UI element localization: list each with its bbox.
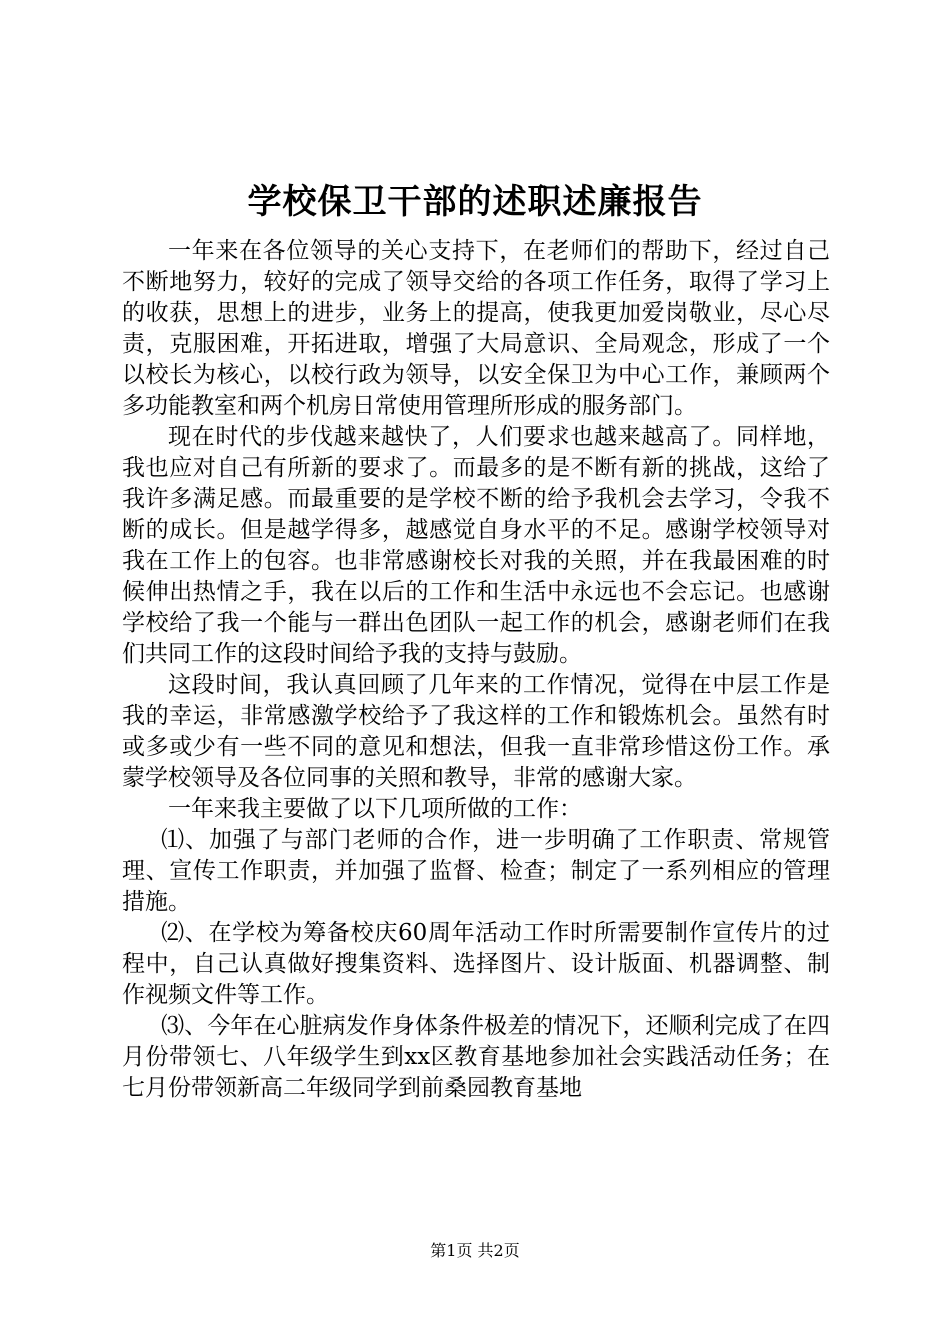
document-title: 学校保卫干部的述职述廉报告	[247, 182, 703, 222]
list-item-3: ⑶、今年在心脏病发作身体条件极差的情况下，还顺利完成了在四月份带领七、八年级学生到xx区教育基地参加社会实践活动任务；在七月份带领新高二年级同学到前桑园教育基地	[122, 1013, 830, 1101]
paragraph-review: 这段时间，我认真回顾了几年来的工作情况，觉得在中层工作是我的幸运，非常感激学校给予了我这样的工作和锻炼机会。虽然有时或多或少有一些不同的意见和想法，但我一直非常珍惜这份工作。承蒙学校领导及各位同事的关照和教导，非常的感谢大家。	[122, 672, 830, 791]
document-body	[122, 236, 830, 1104]
list-item-2: ⑵、在学校为筹备校庆60周年活动工作时所需要制作宣传片的过程中，自己认真做好搜集资料、选择图片、设计版面、机器调整、制作视频文件等工作。	[122, 920, 830, 1008]
list-item-1: ⑴、加强了与部门老师的合作，进一步明确了工作职责、常规管理、宣传工作职责，并加强了监督、检查；制定了一系列相应的管理措施。	[122, 827, 830, 915]
paragraph-intro: 一年来在各位领导的关心支持下，在老师们的帮助下，经过自己不断地努力，较好的完成了领导交给的各项工作任务，取得了学习上的收获，思想上的进步，业务上的提高，使我更加爱岗敬业，尽心尽责，克服困难，开拓进取，增强了大局意识、全局观念，形成了一个以校长为核心，以校行政为领导，以安全保卫为中心工作，兼顾两个多功能教室和两个机房日常使用管理所形成的服务部门。	[122, 238, 830, 419]
paragraph-gratitude: 现在时代的步伐越来越快了，人们要求也越来越高了。同样地，我也应对自己有所新的要求了。而最多的是不断有新的挑战，这给了我许多满足感。而最重要的是学校不断的给予我机会去学习，令我不断的成长。但是越学得多，越感觉自身水平的不足。感谢学校领导对我在工作上的包容。也非常感谢校长对我的关照，并在我最困难的时候伸出热情之手，我在以后的工作和生活中永远也不会忘记。也感谢学校给了我一个能与一群出色团队一起工作的机会，感谢老师们在我们共同工作的这段时间给予我的支持与鼓励。	[122, 424, 830, 667]
page-number-footer: 第1页 共2页	[430, 1241, 520, 1260]
paragraph-work-intro: 一年来我主要做了以下几项所做的工作：	[168, 796, 582, 822]
